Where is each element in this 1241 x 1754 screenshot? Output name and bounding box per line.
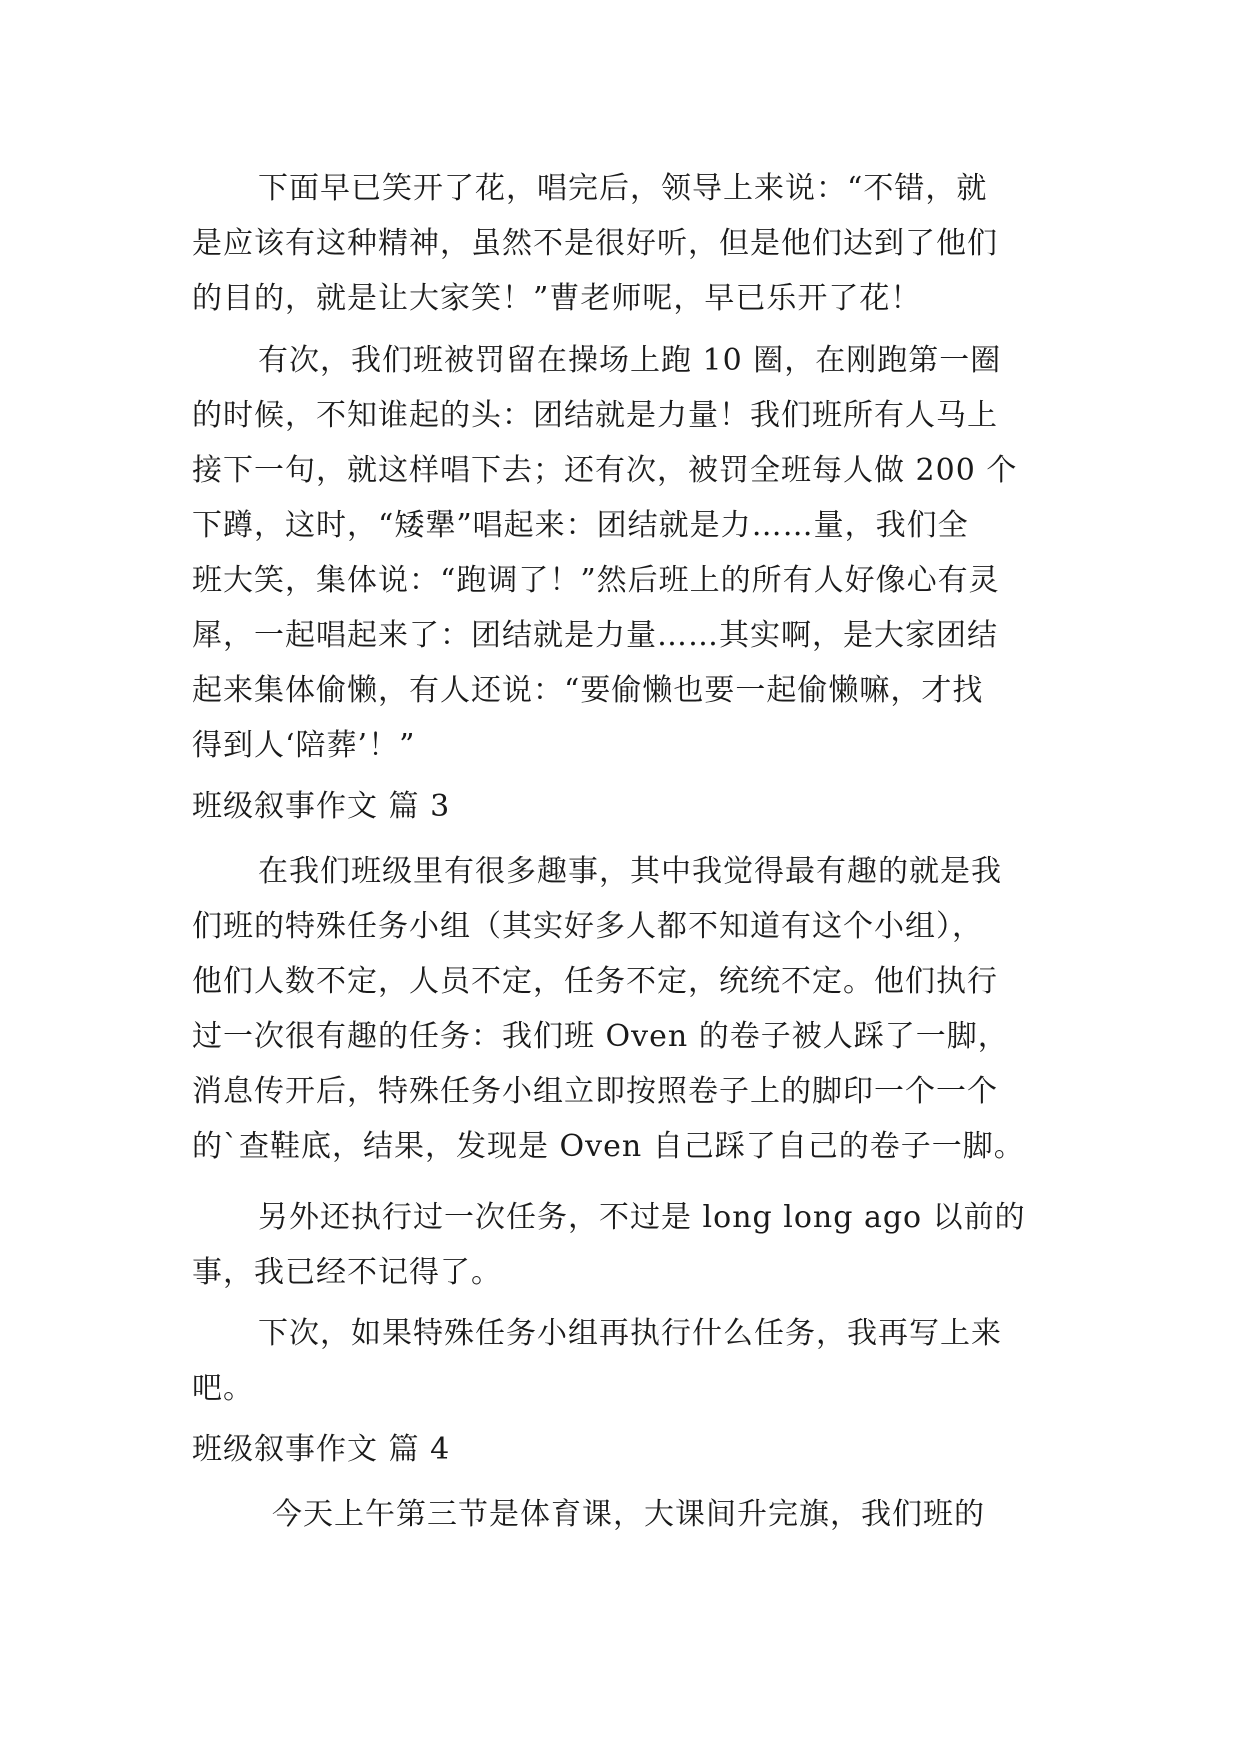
text-line: 过一次很有趣的任务：我们班 Oven 的卷子被人踩了一脚， [192,1019,1009,1054]
text-line: 们班的特殊任务小组（其实好多人都不知道有这个小组）， [192,909,983,944]
text-line: 得到人‘陪葬’！” [192,728,416,763]
text-line: 消息传开后，特殊任务小组立即按照卷子上的脚印一个一个 [192,1074,998,1109]
text-line: 在我们班级里有很多趣事，其中我觉得最有趣的就是我 [258,854,1002,889]
text-line: 吧。 [192,1371,254,1406]
text-line: 他们人数不定，人员不定，任务不定，统统不定。他们执行 [192,964,998,999]
text-line: 有次，我们班被罚留在操场上跑 10 圈，在刚跑第一圈 [258,343,1002,378]
text-line: 下面早已笑开了花，唱完后，领导上来说：“不错，就 [258,171,988,206]
text-line: 下蹲，这时，“矮犟”唱起来：团结就是力……量，我们全 [192,508,969,543]
text-line: 是应该有这种精神，虽然不是很好听，但是他们达到了他们 [192,226,998,261]
text-line: 另外还执行过一次任务，不过是 long long ago 以前的 [258,1200,1026,1235]
section-heading: 班级叙事作文 篇 3 [192,789,451,824]
text-line: 事，我已经不记得了。 [192,1255,502,1290]
text-line: 班大笑，集体说：“跑调了！”然后班上的所有人好像心有灵 [192,563,1000,598]
text-line: 的时候，不知谁起的头：团结就是力量！我们班所有人马上 [192,398,998,433]
text-line: 今天上午第三节是体育课，大课间升完旗，我们班的 [272,1497,985,1532]
text-line: 下次，如果特殊任务小组再执行什么任务，我再写上来 [258,1316,1002,1351]
text-line: 接下一句，就这样唱下去；还有次，被罚全班每人做 200 个 [192,453,1018,488]
text-line: 起来集体偷懒，有人还说：“要偷懒也要一起偷懒嘛，才找 [192,673,984,708]
text-line: 的目的，就是让大家笑！”曹老师呢，早已乐开了花！ [192,281,922,316]
text-line: 犀，一起唱起来了：团结就是力量……其实啊，是大家团结 [192,618,998,653]
section-heading: 班级叙事作文 篇 4 [192,1432,451,1467]
text-line: 的`查鞋底，结果，发现是 Oven 自己踩了自己的卷子一脚。 [192,1129,1025,1164]
